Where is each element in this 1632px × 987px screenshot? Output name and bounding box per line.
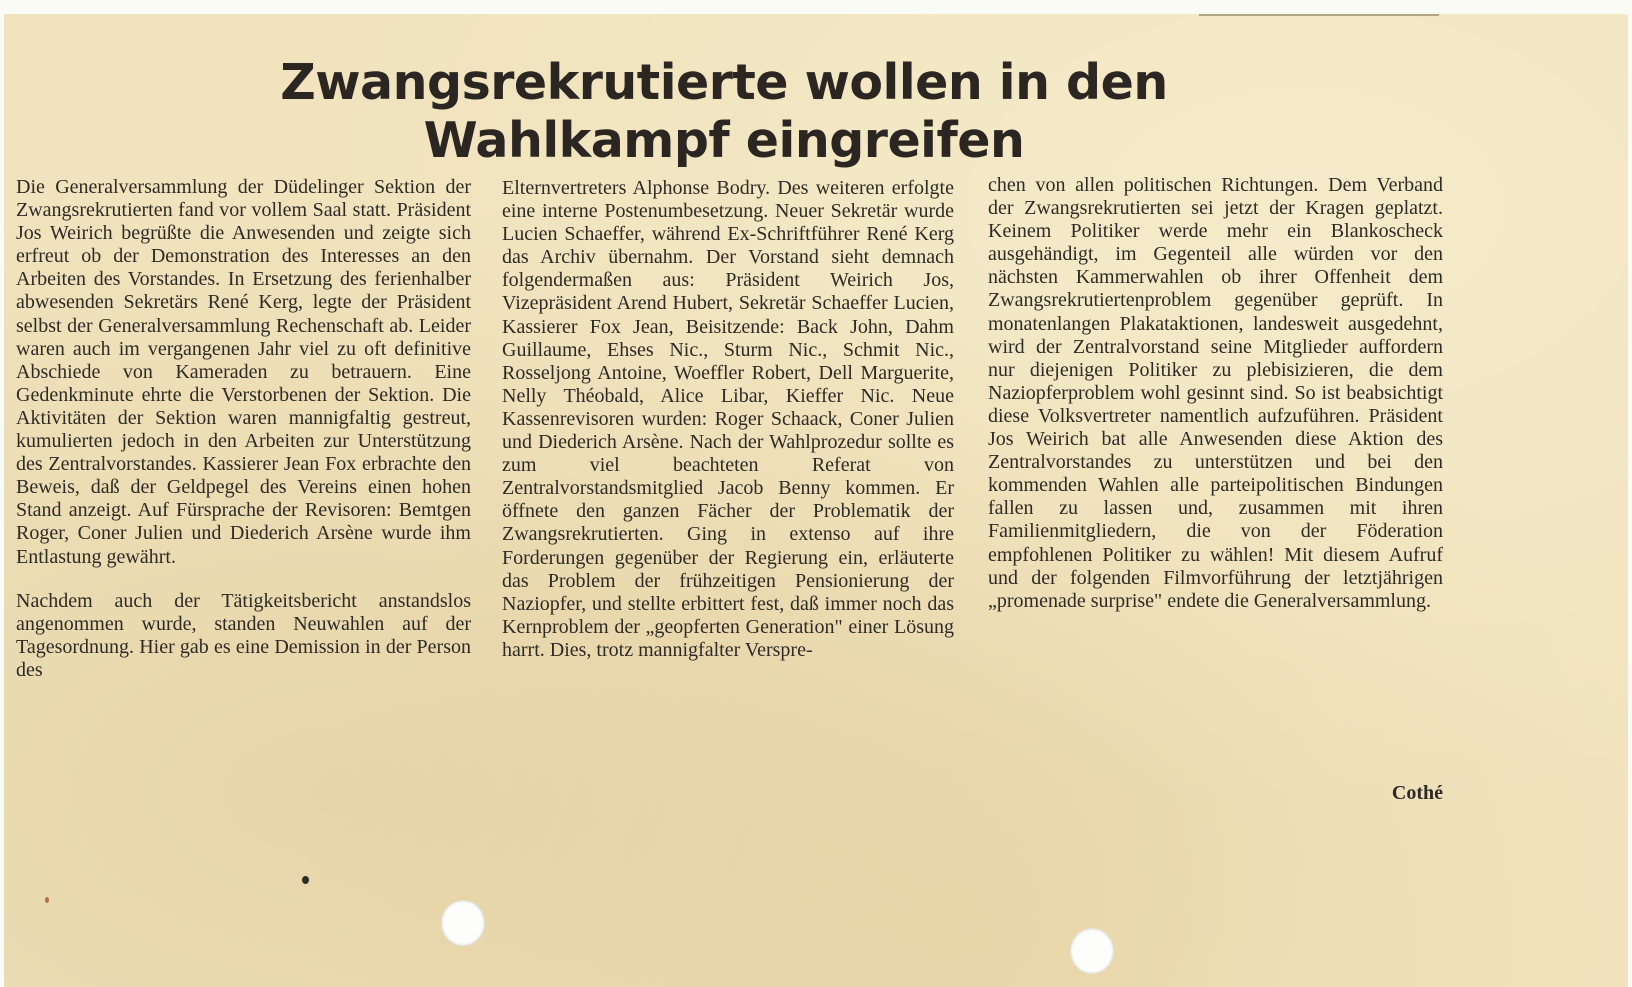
column-1-paragraph-2: Nachdem auch der Tätigkeitsbericht anstandslos angenommen wurde, standen Neuwahlen auf der Tagesordnung. Hier gab es eine Demission in der Person des bbox=[16, 589, 471, 681]
article-headline bbox=[204, 54, 1244, 170]
punch-hole bbox=[441, 900, 485, 946]
newspaper-clipping bbox=[4, 14, 1628, 987]
article-column-3 bbox=[988, 174, 1443, 613]
clipping-top-rule bbox=[1199, 14, 1439, 16]
column-2-paragraph-1: Elternvertreters Alphonse Bodry. Des weiteren erfolgte eine interne Postenumbesetzung. Neuer Sekretär wurde Lucien Schaeffer, während Ex-Schriftführer René Kerg das Archiv übernahm. Der Vorstand sieht demnach folgendermaßen aus: Präsident Weirich Jos, Vizepräsident Arend Hubert, Sekretär Schaeffer Lucien, Kassierer Fox Jean, Beisitzende: Back John, Dahm Guillaume, Ehses Nic., Sturm Nic., Schmit Nic., Rosseljong Antoine, Woeffler Robert, Dell Marguerite, Nelly Théobald, Alice Libar, Kieffer Nic. Neue Kassenrevisoren wurden: Roger Schaack, Coner Julien und Diederich Arsène. Nach der Wahlprozedur sollte es zum viel beachteten Referat von Zentralvorstandsmitglied Jacob Benny kommen. Er öffnete den ganzen Fächer der Problematik der Zwangsrekrutierten. Ging in extenso auf ihre Forderungen gegenüber der Regierung ein, erläuterte das Problem der frühzeitigen Pensionierung der Naziopfer, und stellte erbittert fest, daß immer noch das Kernproblem der „geopferten Generation" einer Lösung harrt. Dies, trotz mannigfalter Verspre- bbox=[502, 177, 954, 661]
headline-line-1: Zwangsrekrutierte wollen in den bbox=[280, 54, 1168, 111]
ink-speck bbox=[302, 876, 309, 884]
article-byline: Cothé bbox=[1391, 782, 1443, 804]
headline-line-2: Wahlkampf eingreifen bbox=[423, 112, 1025, 169]
column-1-paragraph-1: Die Generalversammlung der Düdelinger Sektion der Zwangsrekrutierten fand vor vollem Saal statt. Präsident Jos Weirich begrüßte die Anwesenden und zeigte sich erfreut ob der Demonstration des Interesses an den Arbeiten des Vorstandes. In Ersetzung des ferienhalber abwesenden Sekretärs René Kerg, legte der Präsident selbst der Generalversammlung Rechenschaft ab. Leider waren auch im vergangenen Jahr viel zu oft definitive Abschiede von Kameraden zu betrauern. Eine Gedenkminute ehrte die Verstorbenen der Sektion. Die Aktivitäten der Sektion waren mannigfaltig gestreut, kumulierten jedoch in den Arbeiten zur Unterstützung des Zentralvorstandes. Kassierer Jean Fox erbrachte den Beweis, daß der Geldpegel des Vereins einen hohen Stand anzeigt. Auf Fürsprache der Revisoren: Bemtgen Roger, Coner Julien und Diederich Arsène wurde ihm Entlastung gewährt. bbox=[16, 176, 471, 568]
punch-hole bbox=[1070, 928, 1114, 974]
column-3-paragraph-1: chen von allen politischen Richtungen. Dem Verband der Zwangsrekrutierten sei jetzt der Kragen geplatzt. Keinem Politiker werde mehr ein Blankoscheck ausgehändigt, im Gegenteil alle würden vor den nächsten Kammerwahlen ob ihrer Offenheit dem Zwangsrekrutiertenproblem gegenüber geprüft. In monatenlangen Plakataktionen, landesweit ausgedehnt, wird der Zentralvorstand seine Mitglieder auffordern nur diejenigen Politiker zu plebisizieren, die dem Naziopferproblem wohl gesinnt sind. So ist beabsichtigt diese Volksvertreter namentlich aufzuführen. Präsident Jos Weirich bat alle Anwesenden diese Aktion des Zentralvorstandes zu unterstützen und bei den kommenden Wahlen alle parteipolitischen Bindungen fallen zu lassen und, zusammen mit ihren Familienmitgliedern, die von der Föderation empfohlenen Politiker zu wählen! Mit diesem Aufruf und der folgenden Filmvorführung der letztjährigen „promenade surprise" endete die Generalversammlung. bbox=[988, 174, 1443, 612]
ink-speck bbox=[45, 897, 49, 903]
article-column-2 bbox=[502, 177, 954, 662]
article-column-1 bbox=[16, 176, 471, 682]
